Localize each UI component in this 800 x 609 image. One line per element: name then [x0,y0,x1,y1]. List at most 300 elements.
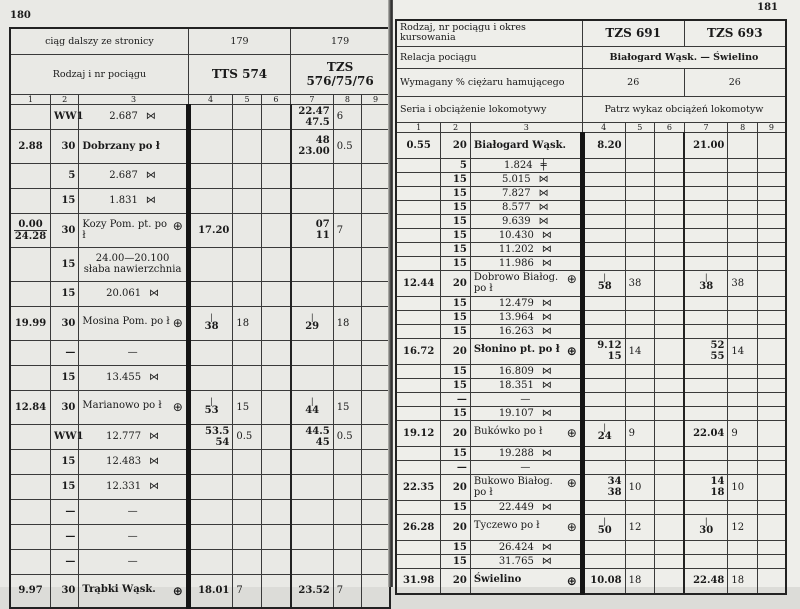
train-1-time [582,554,625,568]
table-row [396,378,786,392]
pass-through-mark: | [704,517,708,526]
train-2-time: | 44 [291,390,334,424]
speed-cell: 15 [51,247,79,281]
train-1-extra [261,104,290,129]
speed-cell: 20 [441,270,471,296]
kilometer-cell [396,392,441,406]
train-1-extra [261,281,290,306]
crossing-icon: ⋈ [541,379,552,391]
train-2-stop: 14 [728,338,758,364]
train-2-extra [757,200,786,214]
train-1-stop [233,499,261,524]
point-cell [79,365,188,390]
train-2-stop [728,460,758,474]
table-row [396,500,786,514]
point-label: 13.455 [106,372,142,383]
train-2-time: 21.00 [684,132,728,158]
table-row [10,104,390,129]
speed-cell: — [51,524,79,549]
train-1-time: | 53 [188,390,233,424]
train-1-time: | 58 [582,270,625,296]
train-2-time [684,324,728,338]
train-2-time [291,247,334,281]
point-cell [470,324,582,338]
train-2-stop [728,186,758,200]
continuation-label: ciąg dalszy ze stronicy [10,28,188,54]
train-1-stop [625,172,655,186]
train-1-time [188,474,233,499]
point-label: 1.824 [503,159,533,171]
train-1-time [582,540,625,554]
train-2-stop [728,256,758,270]
train-1-extra [655,540,685,554]
point-label: 1.831 [109,195,138,206]
train-type-label: Rodzaj i nr pociągu [10,54,188,94]
point-cell [79,549,188,574]
point-label: Dobrzany po ł [82,140,160,152]
point-label: — [127,347,138,358]
column-numbers [396,122,786,132]
train-1-extra [655,500,685,514]
table-row [396,200,786,214]
brake-label: Wymagany % ciężaru hamującego [396,68,582,96]
pass-through-mark: | [603,273,607,282]
train-2-stop [728,500,758,514]
point-cell [79,449,188,474]
train-2-time [291,163,334,188]
col-num: 9 [362,94,390,104]
table-row [396,392,786,406]
kilometer-cell [396,540,441,554]
train-2-time [684,310,728,324]
train-2-extra [757,256,786,270]
train-1-stop [625,200,655,214]
train-2-extra [362,499,390,524]
train-2-stop [728,392,758,406]
train-2-extra [757,392,786,406]
col-num: 7 [291,94,334,104]
kilometer-cell [396,364,441,378]
train-1-stop [625,406,655,420]
train-2-extra [362,424,390,449]
point-cell [470,392,582,406]
point-label: 12.777 [106,431,142,442]
train-2-time [291,524,334,549]
col-num: 8 [728,122,758,132]
speed-cell: 30 [51,390,79,424]
train-2-stop [333,281,361,306]
speed-cell: — [441,392,471,406]
point-cell [79,247,188,281]
point-label: 13.964 [498,311,534,323]
train-2-stop [728,172,758,186]
train-2-stop: 38 [728,270,758,296]
table-row [396,406,786,420]
train-1-time [188,365,233,390]
train-2-extra [757,554,786,568]
train-2-time: 14 18 [684,474,728,500]
train-1-time [582,158,625,172]
point-label: 2.687 [109,111,138,122]
point-label: 10.430 [498,229,534,241]
train-1-time: 8.20 [582,132,625,158]
train-2-extra [757,540,786,554]
point-cell [470,420,582,446]
train-2-extra [757,172,786,186]
train-2-extra [362,340,390,365]
train-1-extra [261,449,290,474]
kilometer-cell [10,163,51,188]
train-1-extra [655,158,685,172]
left-rows [10,104,390,608]
train-1-time: | 38 [188,306,233,340]
speed-cell: — [441,460,471,474]
crossing-icon: ⋈ [145,170,156,181]
train-2-time [684,228,728,242]
train-1-stop [625,256,655,270]
train-1-extra [655,242,685,256]
train-2-extra [362,549,390,574]
point-label: Marianowo po ł [82,400,162,411]
table-row [396,460,786,474]
table-row [10,424,390,449]
kilometer-cell [10,281,51,306]
pass-through-mark: | [210,313,213,322]
point-label: Mosina Pom. po ł [82,316,170,327]
point-cell [470,310,582,324]
speed-cell: 15 [441,310,471,324]
train-2-extra [757,474,786,500]
train-1-extra [655,132,685,158]
kilometer-cell [396,500,441,514]
train-2-stop [728,364,758,378]
speed-cell: 15 [51,365,79,390]
kilometer-cell [10,365,51,390]
train-2-time [291,365,334,390]
train-2-time [291,549,334,574]
train-2-time: | 30 [684,514,728,540]
point-label: — [127,556,138,567]
speed-cell: 15 [441,446,471,460]
point-cell [470,460,582,474]
train-1-stop [233,340,261,365]
point-cell [79,340,188,365]
pass-through-mark: | [603,423,607,432]
train-1-time [582,310,625,324]
point-cell [79,163,188,188]
train-2-time [684,554,728,568]
train-2-time [291,499,334,524]
point-cell [470,554,582,568]
train-2-extra [362,365,390,390]
relation-label: Relacja pociągu [396,46,582,68]
speed-cell: 30 [51,306,79,340]
train-2-stop: 18 [333,306,361,340]
train-1-stop: 9 [625,420,655,446]
table-row [396,228,786,242]
point-cell [470,242,582,256]
point-label: Świelino [473,573,522,585]
table-row [396,270,786,296]
loco-label: Seria i obciążenie lokomotywy [396,96,582,122]
speed-cell: 15 [441,172,471,186]
speed-cell: 30 [51,213,79,247]
speed-cell: WW1 [51,104,79,129]
pass-through-mark: | [704,273,708,282]
train-1-stop: 12 [625,514,655,540]
train-1-extra [261,188,290,213]
speed-cell: 15 [441,200,471,214]
train-2-time [684,242,728,256]
col-num: 7 [684,122,728,132]
crossing-icon: ⋈ [541,407,552,419]
kilometer-cell [10,549,51,574]
crossing-icon: ⋈ [541,325,552,337]
train-2-extra [757,242,786,256]
train-1-time [188,549,233,574]
train-2-stop: 9 [728,420,758,446]
train-1-extra [655,214,685,228]
train-1-stop [233,449,261,474]
train-1-extra [655,270,685,296]
train-1-time: 17.20 [188,213,233,247]
train-2-time: 22.48 [684,568,728,594]
col-num: 2 [441,122,471,132]
point-cell [79,424,188,449]
col-num: 3 [79,94,188,104]
train-2-extra [757,228,786,242]
point-label: — [520,461,531,473]
speed-cell: — [51,549,79,574]
train-1-time [188,163,233,188]
table-row [10,129,390,163]
train-2-stop: 0.5 [333,424,361,449]
table-row [10,474,390,499]
crossing-icon: ⋈ [541,447,552,459]
train-2-stop [728,540,758,554]
table-row [10,524,390,549]
train-1-extra [655,172,685,186]
point-label: 31.765 [498,555,534,567]
speed-cell: 15 [441,406,471,420]
table-row [396,568,786,594]
crossing-icon: ⋈ [541,501,552,513]
point-cell [470,132,582,158]
train-2-stop [333,365,361,390]
point-cell [470,568,582,594]
train-2-time [291,340,334,365]
train-2-extra [757,270,786,296]
kilometer-cell [10,474,51,499]
kilometer-cell: 0.55 [396,132,441,158]
train-1-extra [655,446,685,460]
train-2-stop: 0.5 [333,129,361,163]
kilometer-cell [10,247,51,281]
train-1-extra [655,392,685,406]
train-1-time [582,392,625,406]
train-1-stop: 18 [625,568,655,594]
train-1-time [582,378,625,392]
train-2-stop: 7 [333,213,361,247]
crossing-icon: ⋈ [538,215,549,227]
train-1-extra [655,310,685,324]
table-row [396,420,786,446]
train-2-time [684,540,728,554]
speed-cell: 15 [441,364,471,378]
point-label: 8.577 [502,201,531,213]
crossing-icon: ⋈ [145,195,156,206]
point-cell [79,306,188,340]
train-1-extra [655,256,685,270]
train-1-time [582,324,625,338]
crossing-icon: ⋈ [541,257,552,269]
station-icon: ⊕ [566,272,577,286]
train-2-extra [362,247,390,281]
train-2-extra [757,378,786,392]
train-2-stop [728,324,758,338]
train-2-extra [362,474,390,499]
train-2-extra [757,132,786,158]
page-number: 181 [757,2,778,13]
table-row [396,540,786,554]
train-2-title: TZS 693 [684,20,786,46]
speed-cell: 30 [51,574,79,608]
table-row [396,310,786,324]
point-cell [470,540,582,554]
col-num: 6 [655,122,685,132]
train-1-extra [655,554,685,568]
train-1-time [582,364,625,378]
point-cell [470,446,582,460]
train-1-extra [261,247,290,281]
train-1-stop [625,186,655,200]
train-2-time [291,188,334,213]
point-cell [79,524,188,549]
col-num: 6 [261,94,290,104]
station-icon: ⊕ [172,400,183,414]
point-label: 18.351 [498,379,534,391]
train-1-stop [625,500,655,514]
train-1-time [582,460,625,474]
train-1-time [188,281,233,306]
speed-cell: 15 [441,228,471,242]
speed-cell: 30 [51,129,79,163]
brake-value-2: 26 [684,68,786,96]
train-1-stop [233,247,261,281]
train-1-time [582,200,625,214]
point-cell [470,270,582,296]
train-1-time [582,500,625,514]
train-2-extra [362,390,390,424]
point-cell [470,158,582,172]
crossing-icon: ⋈ [538,187,549,199]
train-2-time [684,446,728,460]
point-cell [470,406,582,420]
point-label: 24.00—20.100 słaba nawierzchnia [83,253,182,275]
train-1-extra [261,340,290,365]
page-number: 180 [10,10,31,21]
table-row [10,281,390,306]
train-1-stop: 10 [625,474,655,500]
point-label: Kozy Pom. pt. po ł [82,219,168,241]
train-1-stop: 0.5 [233,424,261,449]
table-row [396,446,786,460]
train-1-time [582,228,625,242]
train-1-stop: 38 [625,270,655,296]
kilometer-cell [10,524,51,549]
point-cell [79,213,188,247]
speed-cell: 15 [441,242,471,256]
table-row [396,242,786,256]
table-row [396,256,786,270]
point-label: 5.015 [502,173,531,185]
point-label: — [520,393,531,405]
point-cell [470,514,582,540]
speed-cell: 20 [441,514,471,540]
train-1-extra [261,163,290,188]
kilometer-cell: 12.84 [10,390,51,424]
speed-cell: 20 [441,132,471,158]
train-2-time [684,186,728,200]
train-1-extra [655,514,685,540]
hash-crossing-icon: ╪ [540,159,547,171]
train-1-stop [625,296,655,310]
train-1-stop [233,104,261,129]
col-num: 4 [582,122,625,132]
station-icon: ⊕ [566,476,577,490]
point-cell [79,390,188,424]
table-row [396,324,786,338]
train-1-time [582,172,625,186]
speed-cell: 15 [51,281,79,306]
col-num: 5 [625,122,655,132]
table-row [396,554,786,568]
kilometer-cell [396,446,441,460]
train-2-stop: 6 [333,104,361,129]
right-rows [396,132,786,594]
point-label: Dobrowo Białog. po ł [473,272,559,294]
train-2-extra [757,158,786,172]
train-2-stop [728,406,758,420]
train-1-stop [233,163,261,188]
train-1-stop [625,310,655,324]
train-1-time: 18.01 [188,574,233,608]
kilometer-cell: 2.88 [10,129,51,163]
kilometer-cell [396,228,441,242]
train-2-stop [728,158,758,172]
train-1-extra [655,186,685,200]
crossing-icon: ⋈ [538,173,549,185]
train-2-time: 07 11 [291,213,334,247]
train-1-extra [655,460,685,474]
train-1-time [188,104,233,129]
kilometer-cell [396,256,441,270]
point-cell [470,200,582,214]
point-cell [470,296,582,310]
kilometer-cell: 9.97 [10,574,51,608]
point-label: — [127,531,138,542]
speed-cell: 15 [441,500,471,514]
kilometer-cell [396,324,441,338]
train-2-extra [757,296,786,310]
train-2-extra [362,129,390,163]
train-1-time [582,186,625,200]
crossing-icon: ⋈ [149,481,160,492]
crossing-icon: ⋈ [541,311,552,323]
kilometer-cell [396,158,441,172]
train-2-time: 44.5 45 [291,424,334,449]
point-cell [79,104,188,129]
